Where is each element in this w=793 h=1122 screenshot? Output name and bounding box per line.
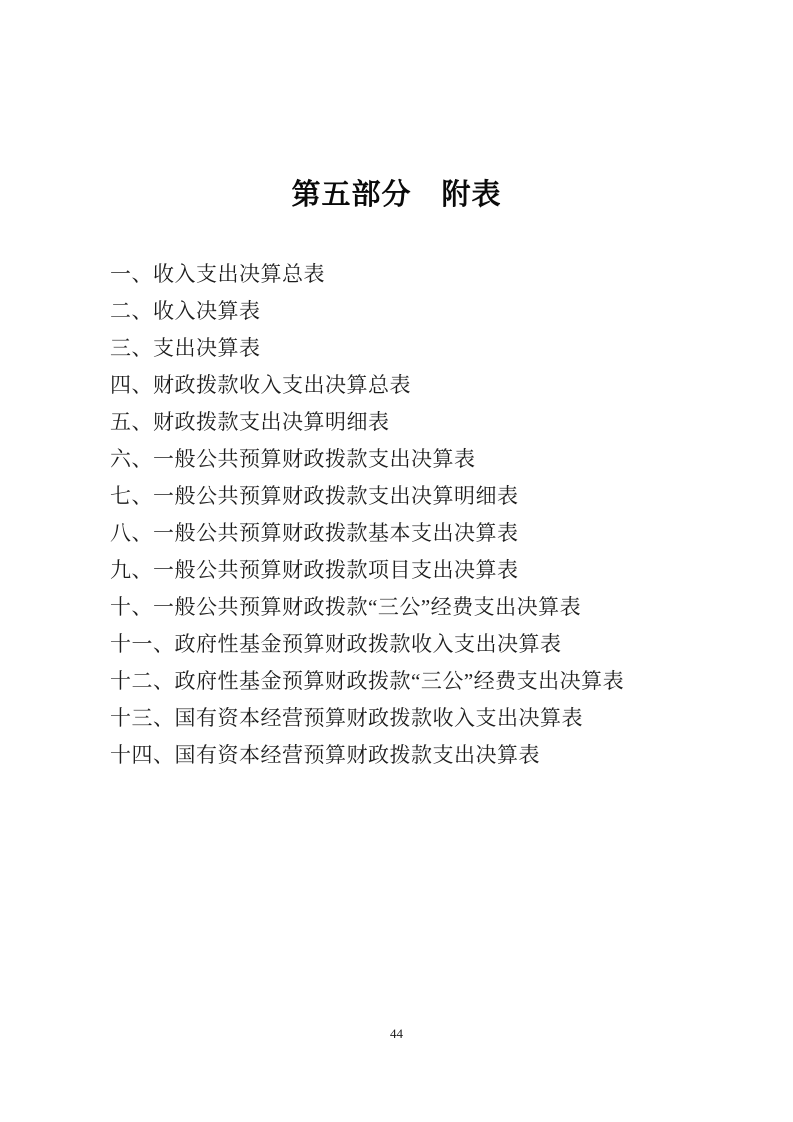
appendix-table-list — [110, 256, 743, 774]
toc-item: 二、收入决算表 — [110, 299, 261, 323]
toc-item: 一、收入支出决算总表 — [110, 262, 325, 286]
toc-item: 十三、国有资本经营预算财政拨款收入支出决算表 — [110, 706, 583, 730]
toc-item: 十二、政府性基金预算财政拨款“三公”经费支出决算表 — [110, 669, 625, 693]
page-number: 44 — [390, 1026, 403, 1041]
toc-item: 八、一般公共预算财政拨款基本支出决算表 — [110, 521, 519, 545]
toc-item: 十四、国有资本经营预算财政拨款支出决算表 — [110, 743, 540, 767]
toc-item: 九、一般公共预算财政拨款项目支出决算表 — [110, 558, 519, 582]
toc-item: 五、财政拨款支出决算明细表 — [110, 410, 390, 434]
toc-item: 十一、政府性基金预算财政拨款收入支出决算表 — [110, 632, 562, 656]
toc-item: 六、一般公共预算财政拨款支出决算表 — [110, 447, 476, 471]
toc-item: 七、一般公共预算财政拨款支出决算明细表 — [110, 484, 519, 508]
toc-item: 十、一般公共预算财政拨款“三公”经费支出决算表 — [110, 595, 582, 619]
toc-item: 三、支出决算表 — [110, 336, 261, 360]
toc-item: 四、财政拨款收入支出决算总表 — [110, 373, 411, 397]
page-title: 第五部分 附表 — [291, 179, 502, 211]
